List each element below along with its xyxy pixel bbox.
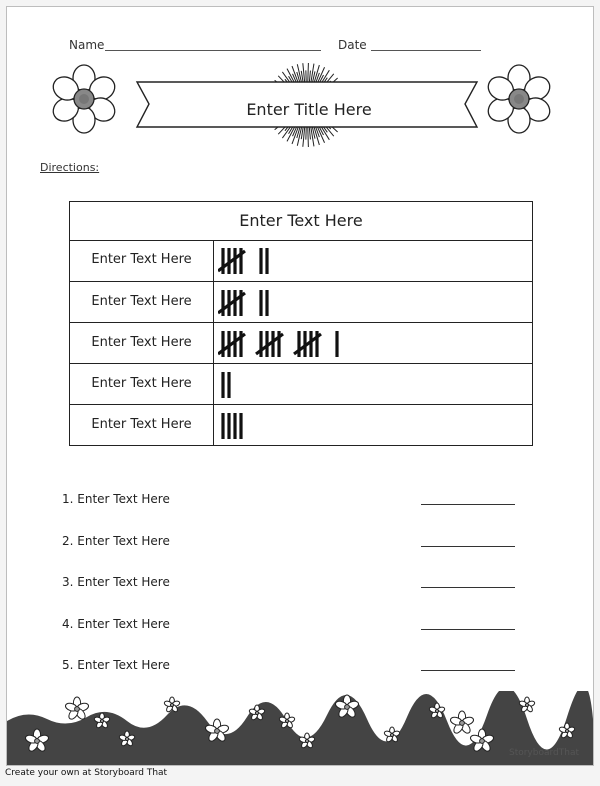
worksheet-page [6,6,594,766]
flower-right-icon [484,63,554,135]
tally-row [70,281,532,323]
tally-marks [218,287,518,318]
tally-row-label[interactable]: Enter Text Here [70,240,214,281]
answer-line[interactable] [421,628,515,630]
name-label: Name [69,38,105,52]
garden-flower-icon [449,711,474,735]
storyboardthat-watermark: StoryboardThat [508,748,579,758]
tally-marks [218,328,518,359]
garden-flower-icon [519,697,536,713]
tally-marks [218,410,518,441]
tally-row [70,363,532,405]
answer-line[interactable] [421,586,515,588]
tally-row [70,404,532,446]
tally-row-label[interactable]: Enter Text Here [70,323,214,364]
question-item[interactable]: 3. Enter Text Here [62,575,170,589]
tally-row-label[interactable]: Enter Text Here [70,364,214,405]
garden-flower-icon [64,697,89,721]
tally-table [69,201,533,446]
tally-marks [218,245,518,276]
question-item[interactable]: 4. Enter Text Here [62,616,170,631]
question-item[interactable]: 2. Enter Text Here [62,533,170,548]
tally-row-label[interactable]: Enter Text Here [70,405,214,446]
date-label: Date [338,38,367,52]
tally-row-label[interactable]: Enter Text Here [70,282,214,323]
answer-line[interactable] [421,669,515,671]
tally-row [70,322,532,364]
garden-border-illustration [7,691,593,765]
worksheet-title[interactable]: Enter Title Here [246,100,372,119]
name-field[interactable] [105,38,321,51]
footer-credit[interactable]: Create your own at Storyboard That [5,768,168,778]
question-item[interactable]: 1. Enter Text Here [62,492,170,506]
date-field[interactable] [371,38,481,51]
tally-row [70,240,532,281]
directions-label: Directions: [40,161,100,174]
tally-table-header[interactable]: Enter Text Here [70,202,532,241]
answer-line[interactable] [421,503,515,505]
answer-line[interactable] [421,545,515,547]
tally-marks [218,369,518,400]
flower-left-icon [49,63,119,135]
question-item[interactable]: 5. Enter Text Here [62,658,170,672]
